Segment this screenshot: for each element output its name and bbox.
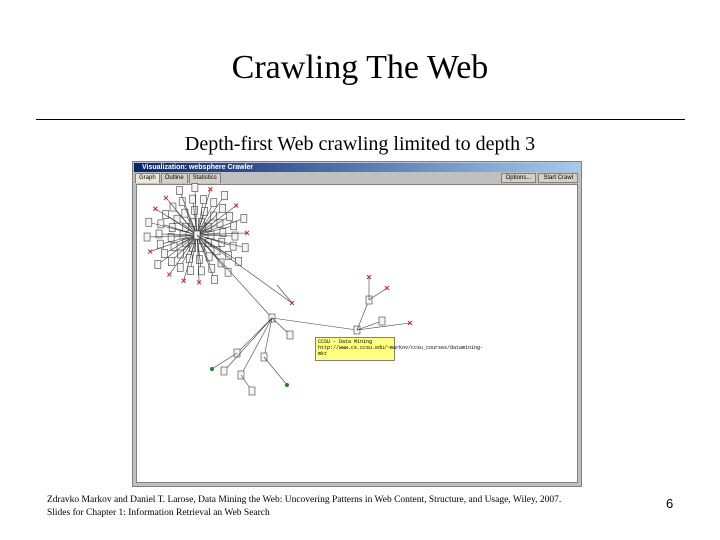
page-node-icon[interactable]: [218, 259, 224, 267]
page-node-icon[interactable]: [222, 191, 228, 199]
page-node-icon[interactable]: [168, 258, 174, 266]
start-crawl-button[interactable]: Start Crawl: [538, 173, 578, 183]
page-node-icon[interactable]: [211, 276, 217, 284]
tab-strip: [135, 173, 222, 183]
crawler-window: [132, 161, 582, 487]
tooltip-line-2: http://www.cs.ccsu.edu/~markov/ccsu_courses/datamining-: [318, 345, 484, 351]
graph-edge: [159, 234, 197, 235]
title-divider: [36, 119, 685, 120]
graph-edge: [357, 300, 369, 330]
slide-subtitle: Depth-first Web crawling limited to depth 3: [184, 133, 536, 155]
tooltip-line-3: mkt: [318, 351, 328, 357]
page-node-icon[interactable]: [242, 244, 248, 252]
page-node-icon[interactable]: [230, 242, 236, 250]
page-node-icon[interactable]: [249, 387, 255, 395]
footer-line-1: Zdravko Markov and Daniel T. Larose, Data Mining the Web: Uncovering Patterns in Web Content, Structure, and Usage, Wiley, 2007.: [47, 495, 562, 505]
page-node-icon[interactable]: [200, 195, 206, 203]
graph-edge: [264, 357, 287, 385]
tab-statistics[interactable]: Statistics: [189, 173, 221, 183]
options-button[interactable]: Options...: [501, 173, 537, 183]
page-node-icon[interactable]: [190, 195, 196, 203]
graph-canvas[interactable]: [136, 184, 578, 483]
page-node-icon[interactable]: [236, 257, 242, 265]
graph-edge: [272, 318, 357, 330]
page-node-icon[interactable]: [158, 220, 164, 228]
page-node-icon[interactable]: [177, 186, 183, 194]
broken-link-icon[interactable]: [167, 273, 171, 277]
footer-citation: [47, 494, 561, 520]
page-node-icon[interactable]: [170, 203, 176, 211]
page-node-icon[interactable]: [188, 267, 194, 275]
tab-graph[interactable]: Graph: [135, 173, 160, 183]
broken-link-icon[interactable]: [153, 207, 157, 211]
tab-outline[interactable]: Outline: [161, 173, 188, 183]
broken-link-icon[interactable]: [148, 250, 152, 254]
page-node-icon[interactable]: [287, 331, 293, 339]
broken-link-icon[interactable]: [234, 203, 238, 207]
window-title-bar[interactable]: Visualization: websphere Crawler: [134, 163, 580, 172]
graph-edge: [264, 318, 272, 357]
page-node-icon[interactable]: [177, 263, 183, 271]
broken-link-icon[interactable]: [385, 286, 389, 290]
graph-edge: [197, 235, 235, 236]
broken-link-icon[interactable]: [164, 196, 168, 200]
footer-line-2: Slides for Chapter 1: Information Retrieval an Web Search: [47, 508, 270, 518]
page-node-icon[interactable]: [221, 367, 227, 375]
broken-link-icon[interactable]: [182, 279, 186, 283]
page-node-icon[interactable]: [198, 267, 204, 275]
page-node-icon[interactable]: [144, 233, 150, 241]
page-node-icon[interactable]: [227, 212, 233, 220]
page-node-icon[interactable]: [209, 264, 215, 272]
graph-edge: [237, 318, 272, 353]
page-node-icon[interactable]: [379, 317, 385, 325]
graph-edge: [224, 318, 272, 371]
page-node-icon[interactable]: [220, 204, 226, 212]
page-node-icon[interactable]: [192, 184, 198, 192]
slide-title: Crawling The Web: [231, 49, 489, 86]
node-tooltip: [315, 337, 484, 361]
graph-edge: [369, 288, 387, 300]
page-node-icon[interactable]: [146, 218, 152, 226]
page-node-icon[interactable]: [241, 214, 247, 222]
page-node-icon[interactable]: [161, 250, 167, 258]
leaf-node-icon[interactable]: [285, 383, 289, 387]
page-node-icon[interactable]: [179, 198, 185, 206]
broken-link-icon[interactable]: [208, 187, 212, 191]
page-node-icon[interactable]: [211, 199, 217, 207]
page-node-icon[interactable]: [155, 261, 161, 269]
tooltip-line-1: CCSU - Data Mining: [318, 339, 373, 345]
leaf-node-icon[interactable]: [210, 367, 214, 371]
graph-edge: [241, 318, 272, 375]
crawl-graph[interactable]: [137, 185, 579, 485]
page-node-icon[interactable]: [163, 211, 169, 219]
page-number: 6: [666, 496, 674, 511]
page-node-icon[interactable]: [225, 251, 231, 259]
toolbar-buttons: [499, 173, 578, 183]
